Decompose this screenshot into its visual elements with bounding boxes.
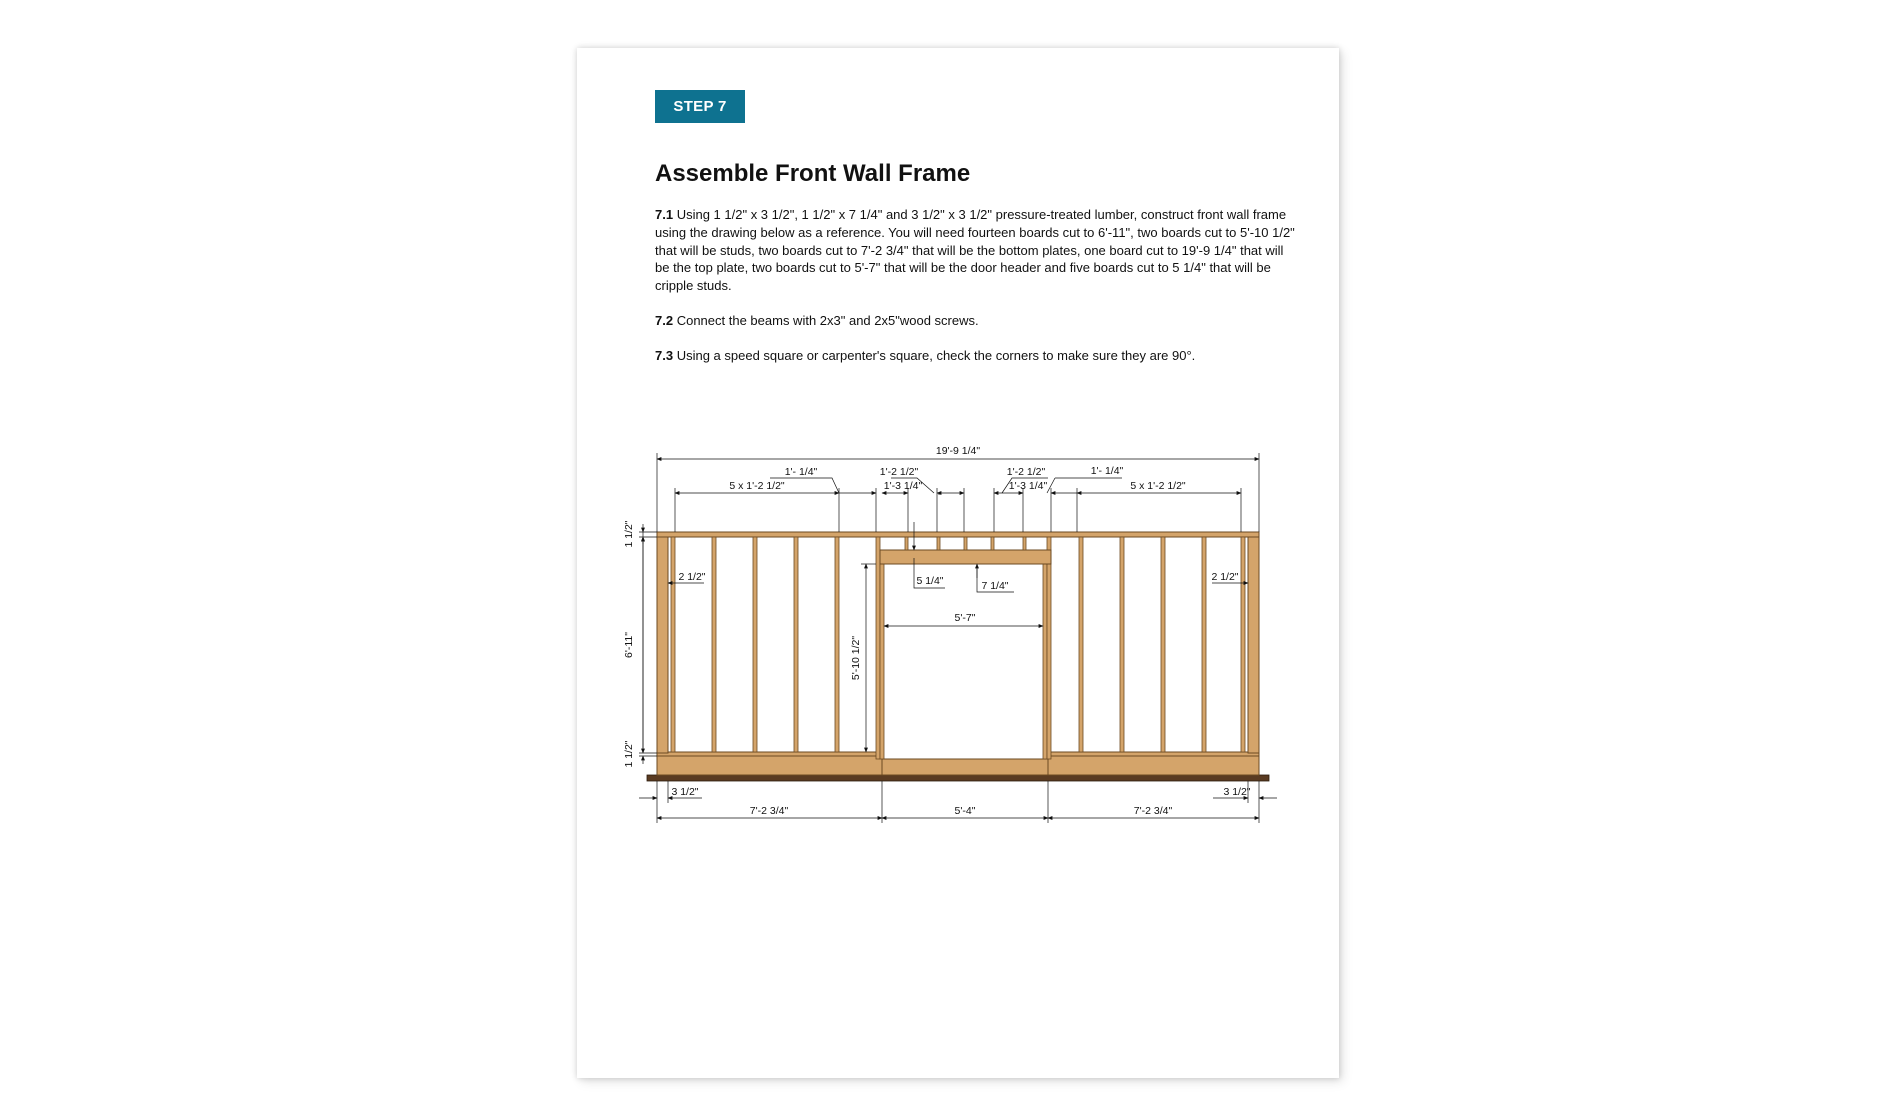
wall-studs [671, 537, 1245, 759]
dim-top-plate: 1 1/2" [623, 520, 635, 548]
dim-cripple: 5 1/4" [916, 575, 944, 587]
dim-bottom-mid: 5'-4" [954, 805, 976, 817]
cripple-studs [905, 537, 1026, 550]
dim-left-post: 3 1/2" [671, 786, 699, 798]
dim-right-post: 3 1/2" [1223, 786, 1251, 798]
dim-right-gap-top: 1'- 1/4" [1090, 465, 1124, 477]
bottom-plates [657, 752, 1259, 775]
dim-door-stud: 5'-10 1/2" [850, 635, 862, 681]
dim-bottom-right: 7'-2 3/4" [1133, 805, 1173, 817]
page-title: Assemble Front Wall Frame [655, 160, 971, 187]
dim-right-studs: 5 x 1'-2 1/2" [1130, 480, 1186, 492]
floor-slab [647, 775, 1269, 781]
document-page [577, 48, 1339, 1078]
dim-bottom-plate: 1 1/2" [623, 740, 635, 768]
wall-frame-diagram [577, 48, 1339, 1078]
dim-left-end-gap: 2 1/2" [678, 571, 706, 583]
dim-door-width: 5'-7" [954, 612, 976, 624]
dim-door-right-inner: 1'-3 1/4" [1008, 480, 1048, 492]
instruction-text: Using 1 1/2" x 3 1/2", 1 1/2" x 7 1/4" and 3 1/2" x 3 1/2" pressure-treated lumber, construct front wall frame using the drawing below as a reference. You will need fourteen boards cut to 6'-11", two boards cut to 5'-10 1/2" that will be studs, two boards cut to 7'-2 3/4" that will be the bottom plates, one board cut to 19'-9 1/4" that will be the top plate, two boards cut to 5'-7" that will be the door header and five boards cut to 5 1/4" that will be cripple studs. [655, 207, 1295, 294]
dim-left-gap-top: 1'- 1/4" [784, 466, 818, 478]
instruction-number: 7.1 [655, 207, 674, 222]
dim-right-end-gap: 2 1/2" [1211, 571, 1239, 583]
top-plate [657, 532, 1259, 537]
dim-left-studs: 5 x 1'-2 1/2" [729, 480, 785, 492]
step-badge: STEP 7 [655, 90, 745, 123]
dim-door-left-inner: 1'-3 1/4" [883, 480, 923, 492]
instruction-text: Connect the beams with 2x3" and 2x5"wood screws. [676, 313, 979, 328]
dim-header: 7 1/4" [981, 580, 1009, 592]
instruction-text: Using a speed square or carpenter's square, check the corners to make sure they are 90°. [676, 348, 1196, 363]
door-header [880, 550, 1051, 564]
instruction-number: 7.2 [655, 313, 674, 328]
dim-bottom-left: 7'-2 3/4" [749, 805, 789, 817]
dim-door-left-top: 1'-2 1/2" [879, 466, 919, 478]
dim-door-right-top: 1'-2 1/2" [1006, 466, 1046, 478]
instruction-number: 7.3 [655, 348, 674, 363]
dim-wall-height: 6'-11" [623, 632, 635, 658]
dim-overall: 19'-9 1/4" [935, 445, 981, 457]
corner-posts [657, 537, 1259, 753]
